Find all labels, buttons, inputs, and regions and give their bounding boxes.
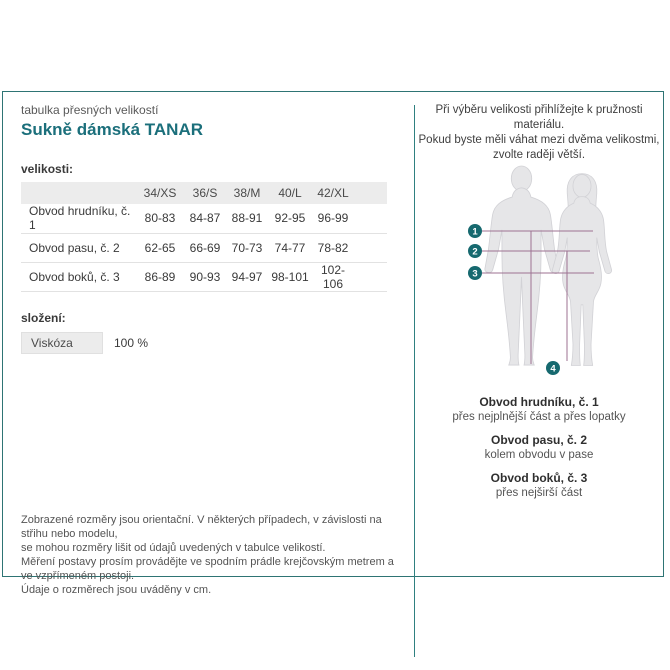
size-table-header-row: [21, 182, 387, 204]
size-cell-spacer: [354, 204, 387, 233]
material-percent: 100 %: [114, 336, 149, 350]
size-value-cell: 74-77: [268, 233, 312, 262]
footnote-line: se mohou rozměry lišit od údajů uvedených v tabulce velikostí.: [21, 542, 326, 554]
composition-section-label: složení:: [21, 311, 66, 325]
table-row: [21, 262, 387, 291]
fit-advice-text: [415, 103, 663, 163]
size-col-header: 38/M: [226, 182, 268, 204]
size-value-cell: 86-89: [136, 262, 184, 291]
size-value-cell: 90-93: [184, 262, 226, 291]
size-cell-spacer: [354, 233, 387, 262]
size-header-empty: [21, 182, 136, 204]
size-cell-spacer: [354, 262, 387, 291]
size-value-cell: 78-82: [312, 233, 354, 262]
fit-advice-line: Pokud byste měli váhat mezi dvěma velikostmi,: [418, 134, 660, 146]
size-col-header: 36/S: [184, 182, 226, 204]
row-label: Obvod boků, č. 3: [21, 262, 136, 291]
size-value-cell: 102-106: [312, 262, 354, 291]
size-value-cell: 66-69: [184, 233, 226, 262]
marker-1-number: 1: [472, 226, 478, 238]
size-col-header: 42/XL: [312, 182, 354, 204]
size-value-cell: 94-97: [226, 262, 268, 291]
product-title: Sukně dámská TANAR: [21, 120, 204, 139]
table-row: [21, 204, 387, 233]
table-row: [21, 233, 387, 262]
female-silhouette-figure: [552, 174, 611, 366]
measurement-title: Obvod hrudníku, č. 1: [479, 395, 599, 409]
measurement-desc: kolem obvodu v pase: [484, 449, 594, 461]
size-value-cell: 62-65: [136, 233, 184, 262]
size-value-cell: 96-99: [312, 204, 354, 233]
size-value-cell: 70-73: [226, 233, 268, 262]
footnote: [21, 513, 406, 597]
measurement-desc: přes nejširší část: [495, 487, 583, 499]
marker-4-number: 4: [550, 363, 556, 375]
table-eyebrow-label: tabulka přesných velikostí: [21, 103, 159, 117]
size-value-cell: 80-83: [136, 204, 184, 233]
footnote-line: Zobrazené rozměry jsou orientační. V některých případech, v závislosti na střihu nebo modelu,: [21, 514, 382, 540]
row-label: Obvod hrudníku, č. 1: [21, 204, 136, 233]
measurement-diagram: [423, 164, 659, 378]
measurement-title: Obvod pasu, č. 2: [490, 433, 588, 447]
measurement-desc: přes nejplnější část a přes lopatky: [452, 411, 626, 423]
size-chart-panel: [2, 91, 664, 596]
footnote-line: Měření postavy prosím provádějte ve spodním prádle krejčovským metrem a ve vzpřímeném postoji.: [21, 556, 394, 582]
row-label: Obvod pasu, č. 2: [21, 233, 136, 262]
fit-advice-line: zvolte raději větší.: [492, 149, 586, 161]
male-silhouette-figure: [485, 166, 558, 365]
material-name: Viskóza: [21, 332, 103, 354]
size-col-header: 34/XS: [136, 182, 184, 204]
size-value-cell: 84-87: [184, 204, 226, 233]
size-header-spacer: [354, 182, 387, 204]
composition-row: [21, 332, 381, 354]
size-value-cell: 92-95: [268, 204, 312, 233]
fit-advice-line: Při výběru velikosti přihlížejte k pružnosti materiálu.: [435, 104, 643, 131]
size-table: [21, 182, 387, 292]
marker-2-number: 2: [472, 246, 478, 258]
measurement-title: Obvod boků, č. 3: [490, 471, 588, 485]
size-value-cell: 88-91: [226, 204, 268, 233]
measurement-legend: [415, 387, 663, 501]
footnote-line: Údaje o rozměrech jsou uváděny v cm.: [21, 584, 212, 596]
size-value-cell: 98-101: [268, 262, 312, 291]
marker-3-number: 3: [472, 268, 478, 280]
sizes-section-label: velikosti:: [21, 162, 74, 176]
vertical-divider: [414, 105, 415, 657]
size-col-header: 40/L: [268, 182, 312, 204]
